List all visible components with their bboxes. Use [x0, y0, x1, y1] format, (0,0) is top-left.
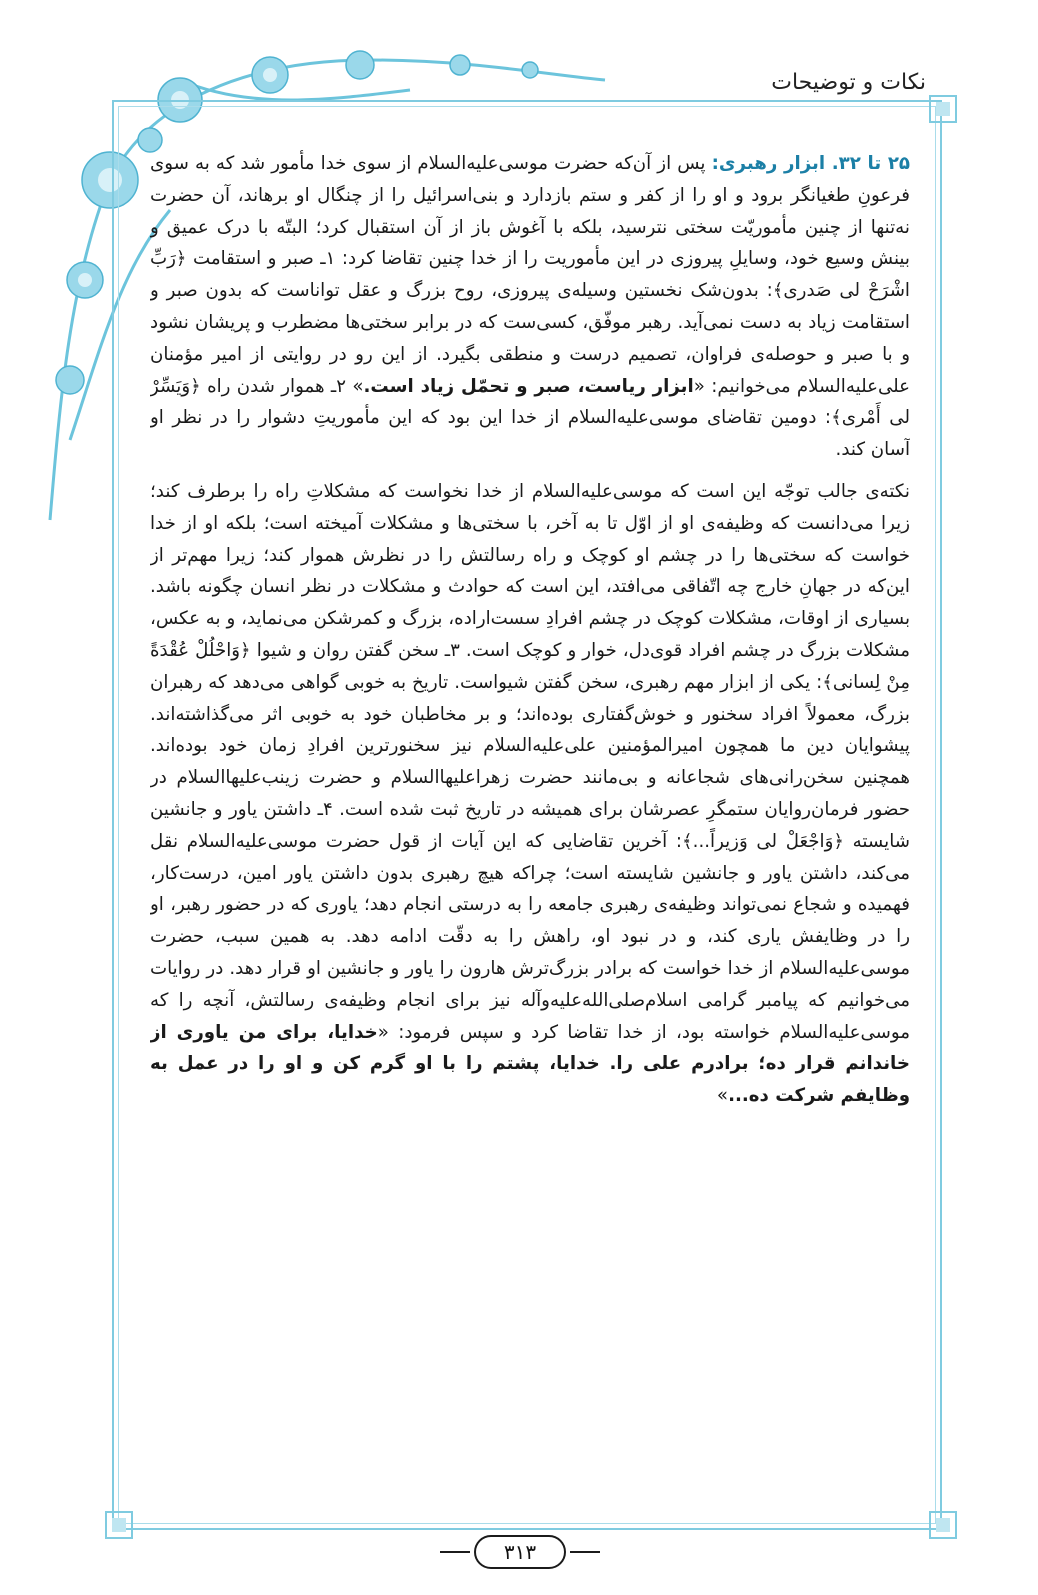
paragraph-1-text-b: » ۲ـ هموار شدن راه ﴿وَیَسِّرْ لی أَمْری﴾: دومین تقاضای موسی‌علیه‌السلام از خدا این بود که این مأموریتِ دشوار را در نظر او آسان کند.: [150, 375, 910, 461]
corner-ornament-top-right: [926, 92, 960, 126]
quote-prophet-prayer: خدایا، برای من یاوری از خاندانم قرار ده؛ برادرم علی را. خدایا، پشتم را با او گرم کن و او را در عمل به وظایفم شرکت ده...: [150, 1021, 910, 1107]
page-header-title: نکات و توضیحات: [771, 70, 926, 95]
corner-ornament-bottom-right: [926, 1508, 960, 1542]
paragraph-1: [150, 148, 910, 466]
page-number: ۳۱۳: [474, 1535, 566, 1569]
paragraph-2-text: نکته‌ی جالب توجّه این است که موسی‌علیه‌السلام از خدا نخواست که مشکلاتِ راه را برطرف کند؛ زیرا می‌دانست که وظیفه‌ی او از اوّل تا به آخر، با سختی‌ها و مشکلات آمیخته است؛ بلکه او از خدا خواست که سختی‌ها را در چشم او کوچک و راه رسالتش را در نظرش هموار کند؛ زیرا مهم‌تر از این‌که در جهانِ خارج چه اتّفاقی می‌افتد، این است که حوادث و مشکلات در نظر انسان چگونه باشد. بسیاری از اوقات، مشکلات کوچک در چشم افرادِ سست‌اراده، بزرگ و کمرشکن می‌نماید، و به عکس، مشکلات بزرگ در چشم افراد قوی‌دل، خوار و کوچک است. ۳ـ سخن گفتن روان و شیوا ﴿وَاحْلُلْ عُقْدَةً مِنْ لِسانی﴾: یکی از ابزار مهم رهبری، سخن گفتن شیواست. تاریخ به خوبی گواهی می‌دهد که رهبران بزرگ، معمولاً افراد سخنور و خوش‌گفتاری بوده‌اند؛ و بر مخاطبان خود به خوبی اثر می‌گذاشته‌اند. پیشوایان دین ما همچون امیرالمؤمنین علی‌علیه‌السلام نیز سخنورترین افرادِ زمان خود بوده‌اند. همچنین سخن‌رانی‌های شجاعانه و بی‌مانند حضرت زهرا‌علیهاالسلام و حضرت زینب‌علیهاالسلام در حضور فرمان‌روایان ستمگرِ عصرشان برای همیشه در تاریخ ثبت شده است. ۴ـ داشتن یاور و جانشین شایسته ﴿وَاجْعَلْ لی وَزیراً...﴾: آخرین تقاضایی که این آیات از قول حضرت موسی‌علیه‌السلام نقل می‌کند، داشتن یاور و جانشین شایسته است؛ چراکه هیچ رهبری بدون داشتن یاور امین، درست‌کار، فهمیده و شجاع نمی‌تواند وظیفه‌ی رهبری جامعه را به درستی انجام دهد؛ یاوری که در حضور رهبر، او را در وظایفش یاری کند، و در نبود او، راهش را به دقّت ادامه دهد. به همین سبب، حضرت موسی‌علیه‌السلام از خدا خواست که برادر بزرگ‌ترش هارون را یاور و جانشین او قرار دهد. در روایات می‌خوانیم که پیامبر گرامی اسلام‌صلی‌الله‌علیه‌وآله نیز برای انجام وظیفه‌ی رسالتش، آنچه را که موسی‌علیه‌السلام خواسته بود، از خدا تقاضا کرد و سپس فرمود: «: [150, 480, 910, 1043]
corner-ornament-bottom-left: [102, 1508, 136, 1542]
paragraph-2-end: »: [716, 1085, 729, 1107]
quote-leadership-tools: ابزار ریاست، صبر و تحمّل زیاد است.: [363, 375, 694, 397]
paragraph-1-text-a: پس از آن‌که حضرت موسی‌علیه‌السلام از سوی خدا مأمور شد که به سوی فرعونِ طغیانگر برود و او را از کفر و ستم بازدارد و بنی‌اسرائیل را از چنگال او برهاند، آن حضرت نه‌تنها از چنین مأموریّت سختی نترسید، بلکه با آغوش باز از آن استقبال کرد؛ البتّه با درک عمیق و بینش وسیع خود، وسایلِ پیروزی در این مأموریت را از خدا چنین تقاضا کرد: ۱ـ صبر و استقامت ﴿رَبِّ اشْرَحْ لی صَدری﴾: بدون‌شک نخستین وسیله‌ی پیروزی، روح بزرگ و عقل تواناست که بدون صبر و استقامت زیاد به دست نمی‌آید. رهبر موفّق، کسی‌ست که در برابر سختی‌ها مضطرب و پریشان نشود و با صبر و حوصله‌ی فراوان، تصمیم درست و منطقی بگیرد. از این رو در روایتی از امیر مؤمنان علی‌علیه‌السلام می‌خوانیم: «: [150, 153, 910, 397]
section-heading: ۲۵ تا ۳۲. ابزار رهبری:: [711, 153, 910, 174]
paragraph-2: [150, 476, 910, 1112]
body-text: [150, 148, 910, 1488]
